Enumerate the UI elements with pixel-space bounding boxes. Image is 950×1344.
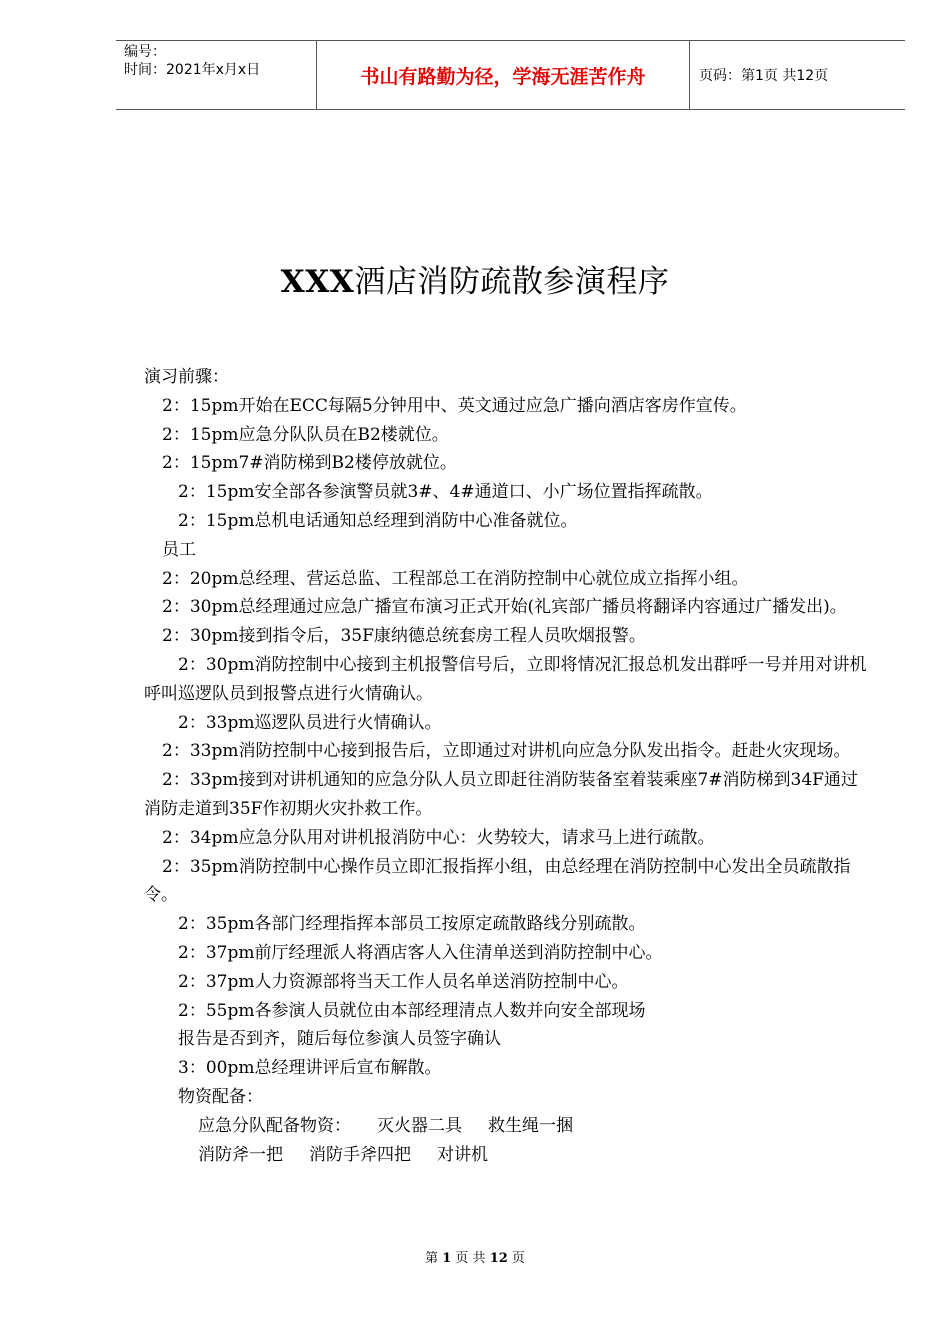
- header-page-info: 页码：第1页 共12页: [699, 68, 829, 84]
- body-line: 员工: [162, 539, 196, 560]
- materials-line: [144, 1141, 874, 1170]
- materials-item: 救生绳一捆: [488, 1115, 573, 1136]
- header-motto: 书山有路勤为径，学海无涯苦作舟: [360, 65, 646, 88]
- materials-item: 灭火器二具: [377, 1115, 462, 1136]
- materials-item: 消防斧一把: [198, 1144, 283, 1165]
- document-title: [0, 256, 950, 301]
- body-line: 2：33pm接到对讲机通知的应急分队人员立即赶往消防装备室着装乘座7#消防梯到34F通过消防走道到35F作初期火灾扑救工作。: [144, 770, 858, 819]
- body-line: 2：30pm总经理通过应急广播宣布演习正式开始(礼宾部广播员将翻译内容通过广播发出)。: [162, 597, 847, 618]
- footer-middle: 页 共: [455, 1251, 486, 1266]
- body-line: 2：37pm前厅经理派人将酒店客人入住清单送到消防控制中心。: [178, 942, 663, 963]
- body-line: 2：15pm应急分队队员在B2楼就位。: [162, 424, 449, 445]
- document-body: [144, 363, 874, 1169]
- body-line: 2：34pm应急分队用对讲机报消防中心：火势较大，请求马上进行疏散。: [162, 827, 715, 848]
- header-meta: [116, 41, 316, 109]
- footer-page-number: 1: [442, 1251, 452, 1266]
- materials-heading: 物资配备：: [178, 1086, 263, 1107]
- body-line: 2：33pm巡逻队员进行火情确认。: [178, 712, 442, 733]
- page-footer: [0, 1247, 950, 1266]
- body-line: 2：37pm人力资源部将当天工作人员名单送消防控制中心。: [178, 971, 629, 992]
- body-line: 2：30pm消防控制中心接到主机报警信号后，立即将情况汇报总机发出群呼一号并用对讲机呼叫巡逻队员到报警点进行火情确认。: [144, 654, 867, 704]
- materials-item: 消防手斧四把: [309, 1144, 411, 1165]
- body-line: 2：35pm各部门经理指挥本部员工按原定疏散路线分别疏散。: [178, 914, 646, 935]
- title-main: 酒店消防疏散参演程序: [354, 264, 670, 300]
- title-prefix: XXX: [280, 264, 355, 300]
- footer-suffix: 页: [511, 1251, 525, 1266]
- body-line: 2：15pm开始在ECC每隔5分钟用中、英文通过应急广播向酒店客房作宣传。: [162, 395, 747, 416]
- header-number-label: 编号：: [124, 44, 166, 60]
- body-line: 2：55pm各参演人员就位由本部经理清点人数并向安全部现场: [178, 1000, 646, 1021]
- footer-total-pages: 12: [489, 1251, 508, 1266]
- footer-prefix: 第: [425, 1251, 439, 1266]
- header-divider: [689, 41, 690, 109]
- body-line: 2：15pm7#消防梯到B2楼停放就位。: [162, 453, 457, 474]
- body-line: 2：33pm消防控制中心接到报告后，立即通过对讲机向应急分队发出指令。赶赴火灾现场。: [162, 741, 851, 762]
- body-line: 报告是否到齐，随后每位参演人员签字确认: [178, 1029, 501, 1050]
- body-line: 2：20pm总经理、营运总监、工程部总工在消防控制中心就位成立指挥小组。: [162, 568, 749, 589]
- body-line: 2：35pm消防控制中心操作员立即汇报指挥小组，由总经理在消防控制中心发出全员疏散指令。: [144, 856, 851, 906]
- page-header: [116, 40, 905, 110]
- materials-item: 对讲机: [437, 1144, 488, 1165]
- section-heading: 演习前骤：: [144, 367, 229, 387]
- materials-team-label: 应急分队配备物资：: [198, 1115, 351, 1136]
- body-line: 2：15pm安全部各参演警员就3#、4#通道口、小广场位置指挥疏散。: [178, 482, 713, 503]
- body-line: 3：00pm总经理讲评后宣布解散。: [178, 1058, 442, 1079]
- body-line: 2：15pm总机电话通知总经理到消防中心准备就位。: [178, 510, 578, 531]
- header-time-label: 时间：2021年x月x日: [124, 62, 261, 78]
- body-line: 2：30pm接到指令后，35F康纳德总统套房工程人员吹烟报警。: [162, 626, 646, 647]
- materials-line: [144, 1112, 874, 1141]
